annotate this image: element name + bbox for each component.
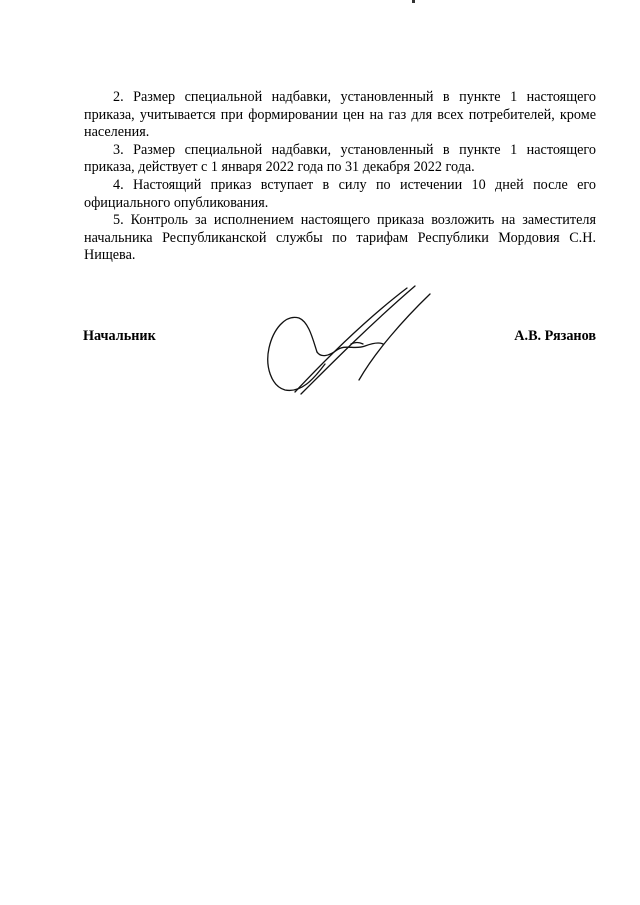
document-body [84,89,596,265]
paragraph-item-3: 3. Размер специальной надбавки, установленный в пункте 1 настоящего приказа, действует с 1 января 2022 года по 31 декабря 2022 года. [84,141,596,176]
paragraph-item-5: 5. Контроль за исполнением настоящего приказа возложить на заместителя начальника Республиканской службы по тарифам Республики Мордовия С.Н. Нищева. [84,212,596,264]
signatory-position: Начальник [83,328,156,344]
signatory-name: А.В. Рязанов [514,328,596,344]
paragraph-item-4: 4. Настоящий приказ вступает в силу по истечении 10 дней после его официального опубликования. [84,176,596,211]
paragraph-item-2: 2. Размер специальной надбавки, установленный в пункте 1 настоящего приказа, учитывается при формировании цен на газ для всех потребителей, кроме населения. [84,89,596,141]
page-edge-mark [412,0,415,3]
handwritten-signature [255,280,445,400]
